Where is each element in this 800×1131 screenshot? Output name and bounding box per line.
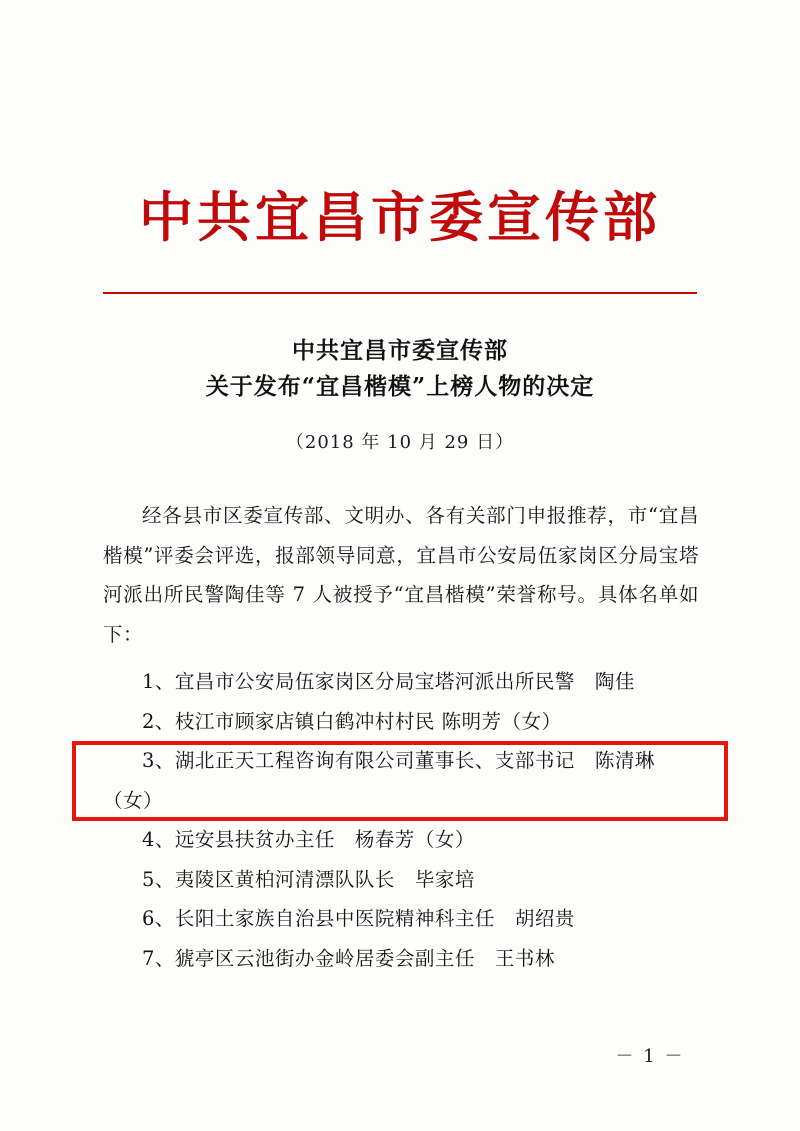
body-paragraph: 经各县市区委宣传部、文明办、各有关部门申报推荐，市“宜昌楷模”评委会评选，报部领导同意，宜昌市公安局伍家岗区分局宝塔河派出所民警陶佳等 7 人被授予“宜昌楷模”荣誉称号。具体名单如下：	[103, 504, 699, 646]
list-item-number: 3、	[142, 749, 175, 773]
list-item-text: 远安县扶贫办主任 杨春芳（女）	[174, 828, 475, 852]
list-item	[103, 820, 699, 860]
list-item	[103, 899, 699, 939]
list-item-number: 2、	[142, 709, 175, 733]
list-item-text: 夷陵区黄柏河清漂队队长 毕家培	[174, 867, 475, 891]
list-item-text: 宜昌市公安局伍家岗区分局宝塔河派出所民警 陶佳	[174, 670, 635, 693]
document-title-line-2: 关于发布“宜昌楷模”上榜人物的决定	[205, 372, 595, 400]
list-item-number: 4、	[142, 828, 175, 852]
list-item-text: 枝江市顾家店镇白鹤冲村村民 陈明芳（女）	[174, 709, 562, 733]
list-item-text: 湖北正天工程咨询有限公司董事长、支部书记 陈清琳	[174, 749, 655, 773]
list-item	[103, 702, 699, 742]
list-item	[103, 939, 699, 979]
list-item-number: 5、	[142, 867, 175, 891]
document-title	[0, 333, 800, 404]
list-item-number: 6、	[142, 907, 175, 931]
masthead-divider	[103, 292, 697, 294]
document-body	[103, 496, 699, 654]
list-item-number: 1、	[142, 670, 175, 693]
page-number: － 1 －	[615, 1046, 685, 1067]
list-item	[103, 662, 699, 702]
masthead	[0, 185, 800, 249]
honoree-list	[103, 662, 699, 979]
list-item	[103, 860, 699, 900]
page-footer	[0, 1042, 800, 1068]
list-item-continuation: （女）	[103, 788, 164, 812]
list-item-number: 7、	[142, 947, 175, 971]
list-item-text: 长阳土家族自治县中医院精神科主任 胡绍贵	[174, 907, 575, 931]
document-title-line-1: 中共宜昌市委宣传部	[292, 337, 508, 364]
list-item-text: 猇亭区云池街办金岭居委会副主任 王书林	[174, 947, 555, 971]
document-date: （2018 年 10 月 29 日）	[285, 432, 515, 453]
list-item-highlighted	[103, 741, 699, 820]
masthead-organization: 中共宜昌市委宣传部	[139, 185, 661, 249]
